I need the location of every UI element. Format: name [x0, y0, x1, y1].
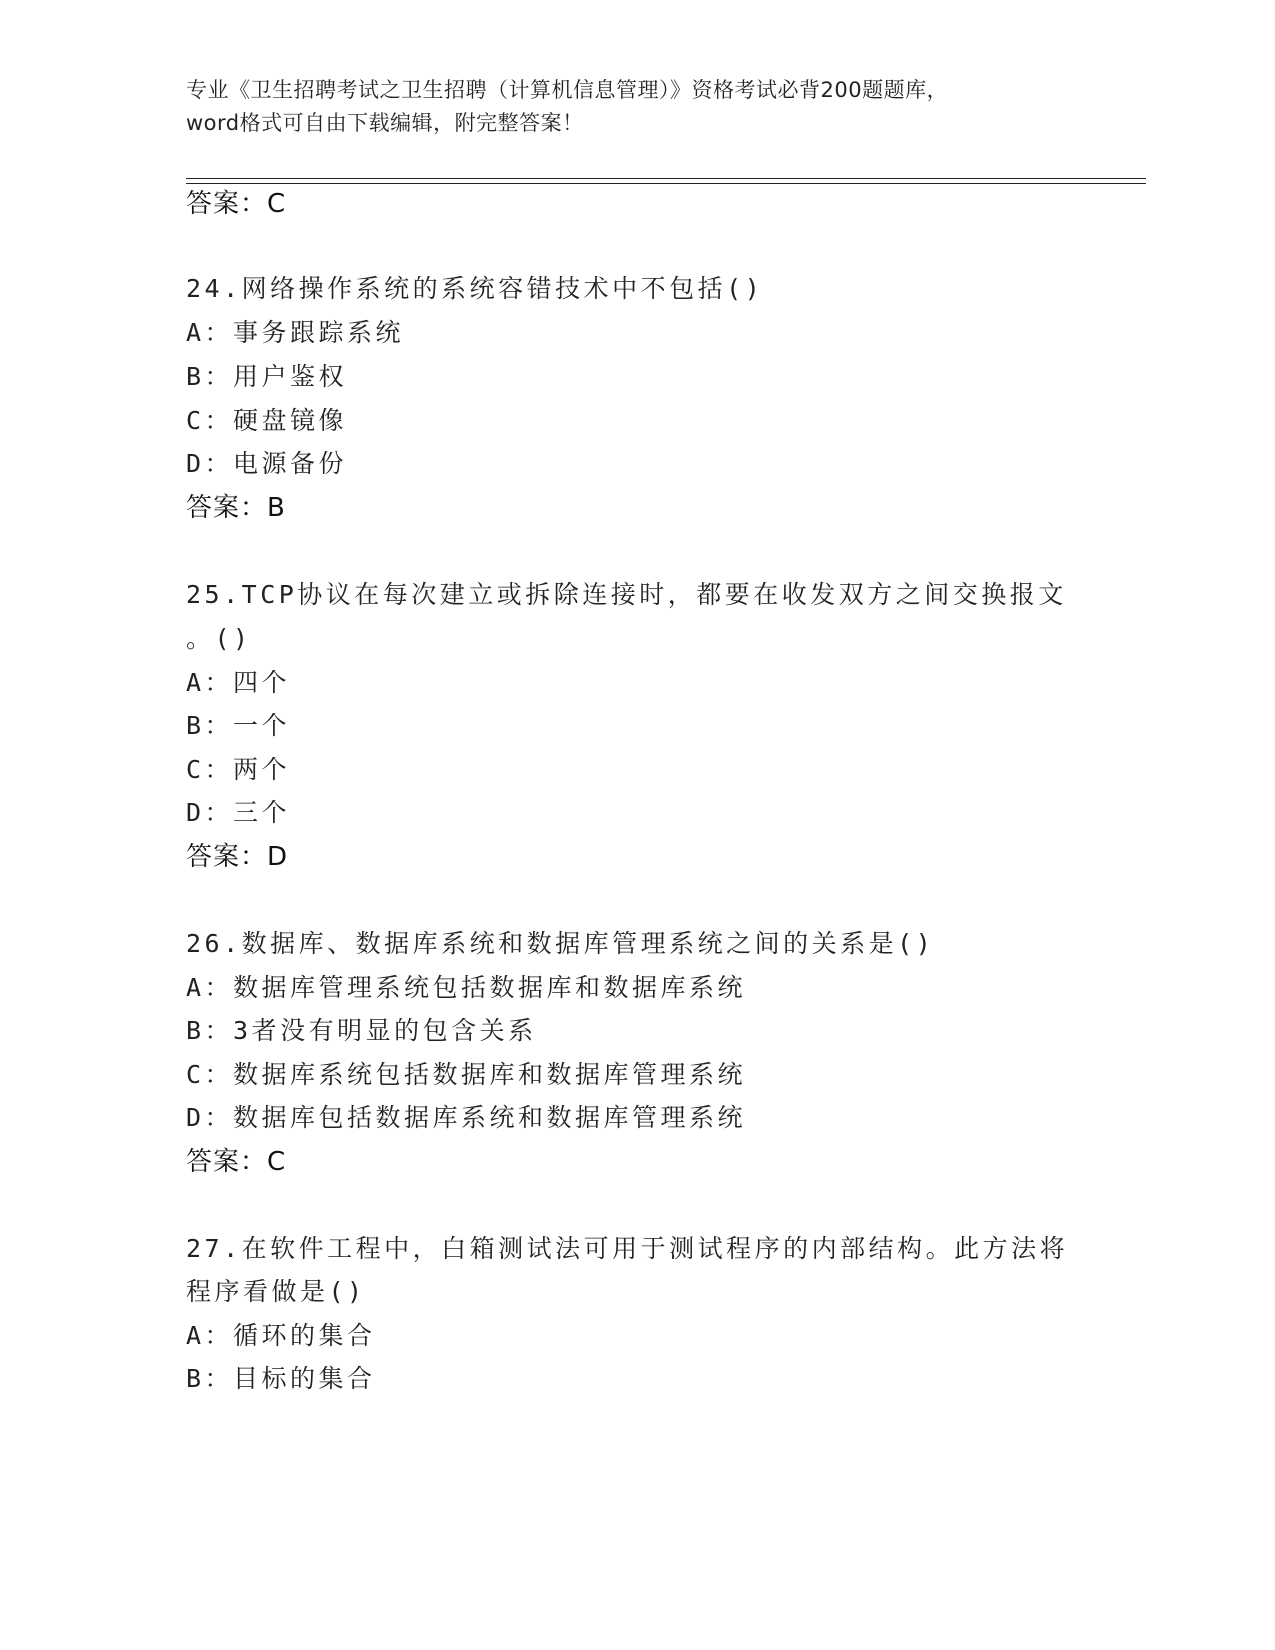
question-26-option-d: D：数据库包括数据库系统和数据库管理系统: [186, 1103, 747, 1132]
question-26-option-b: B：3者没有明显的包含关系: [186, 1016, 537, 1045]
question-25-option-c: C：两个: [186, 755, 291, 784]
header-line-1: 专业《卫生招聘考试之卫生招聘（计算机信息管理）》资格考试必背200题题库，: [186, 78, 949, 102]
question-27-option-b: B：目标的集合: [186, 1364, 376, 1393]
question-26-answer: 答案：C: [186, 1147, 287, 1177]
question-25-option-b: B：一个: [186, 711, 291, 740]
question-26-option-c: C：数据库系统包括数据库和数据库管理系统: [186, 1060, 747, 1089]
header-divider-top: [186, 178, 1146, 179]
document-header: [186, 74, 1086, 140]
header-line-2: word格式可自由下载编辑，附完整答案！: [186, 111, 584, 135]
question-25-stem-line-1: 25.TCP协议在每次建立或拆除连接时，都要在收发双方之间交换报文: [186, 580, 1067, 609]
question-24-option-c: C：硬盘镜像: [186, 406, 348, 435]
question-26-stem: 26.数据库、数据库系统和数据库管理系统之间的关系是(): [186, 929, 935, 958]
question-26-option-a: A：数据库管理系统包括数据库和数据库系统: [186, 973, 747, 1002]
question-27-option-a: A：循环的集合: [186, 1321, 376, 1350]
question-25-answer: 答案：D: [186, 842, 289, 872]
question-24-option-b: B：用户鉴权: [186, 362, 348, 391]
question-24-answer: 答案：B: [186, 493, 286, 523]
question-27-stem-line-1: 27.在软件工程中，白箱测试法可用于测试程序的内部结构。此方法将: [186, 1234, 1069, 1263]
question-25-option-a: A：四个: [186, 668, 291, 697]
question-27-stem-line-2: 程序看做是(): [186, 1277, 366, 1306]
question-24-option-d: D：电源备份: [186, 449, 348, 478]
question-25-stem-line-2: 。(): [186, 624, 252, 653]
question-24-stem: 24.网络操作系统的系统容错技术中不包括(): [186, 274, 764, 303]
header-divider-bottom: [186, 183, 1146, 184]
question-24-option-a: A：事务跟踪系统: [186, 318, 405, 347]
answer-prev: 答案：C: [186, 189, 287, 219]
question-25-option-d: D：三个: [186, 798, 291, 827]
